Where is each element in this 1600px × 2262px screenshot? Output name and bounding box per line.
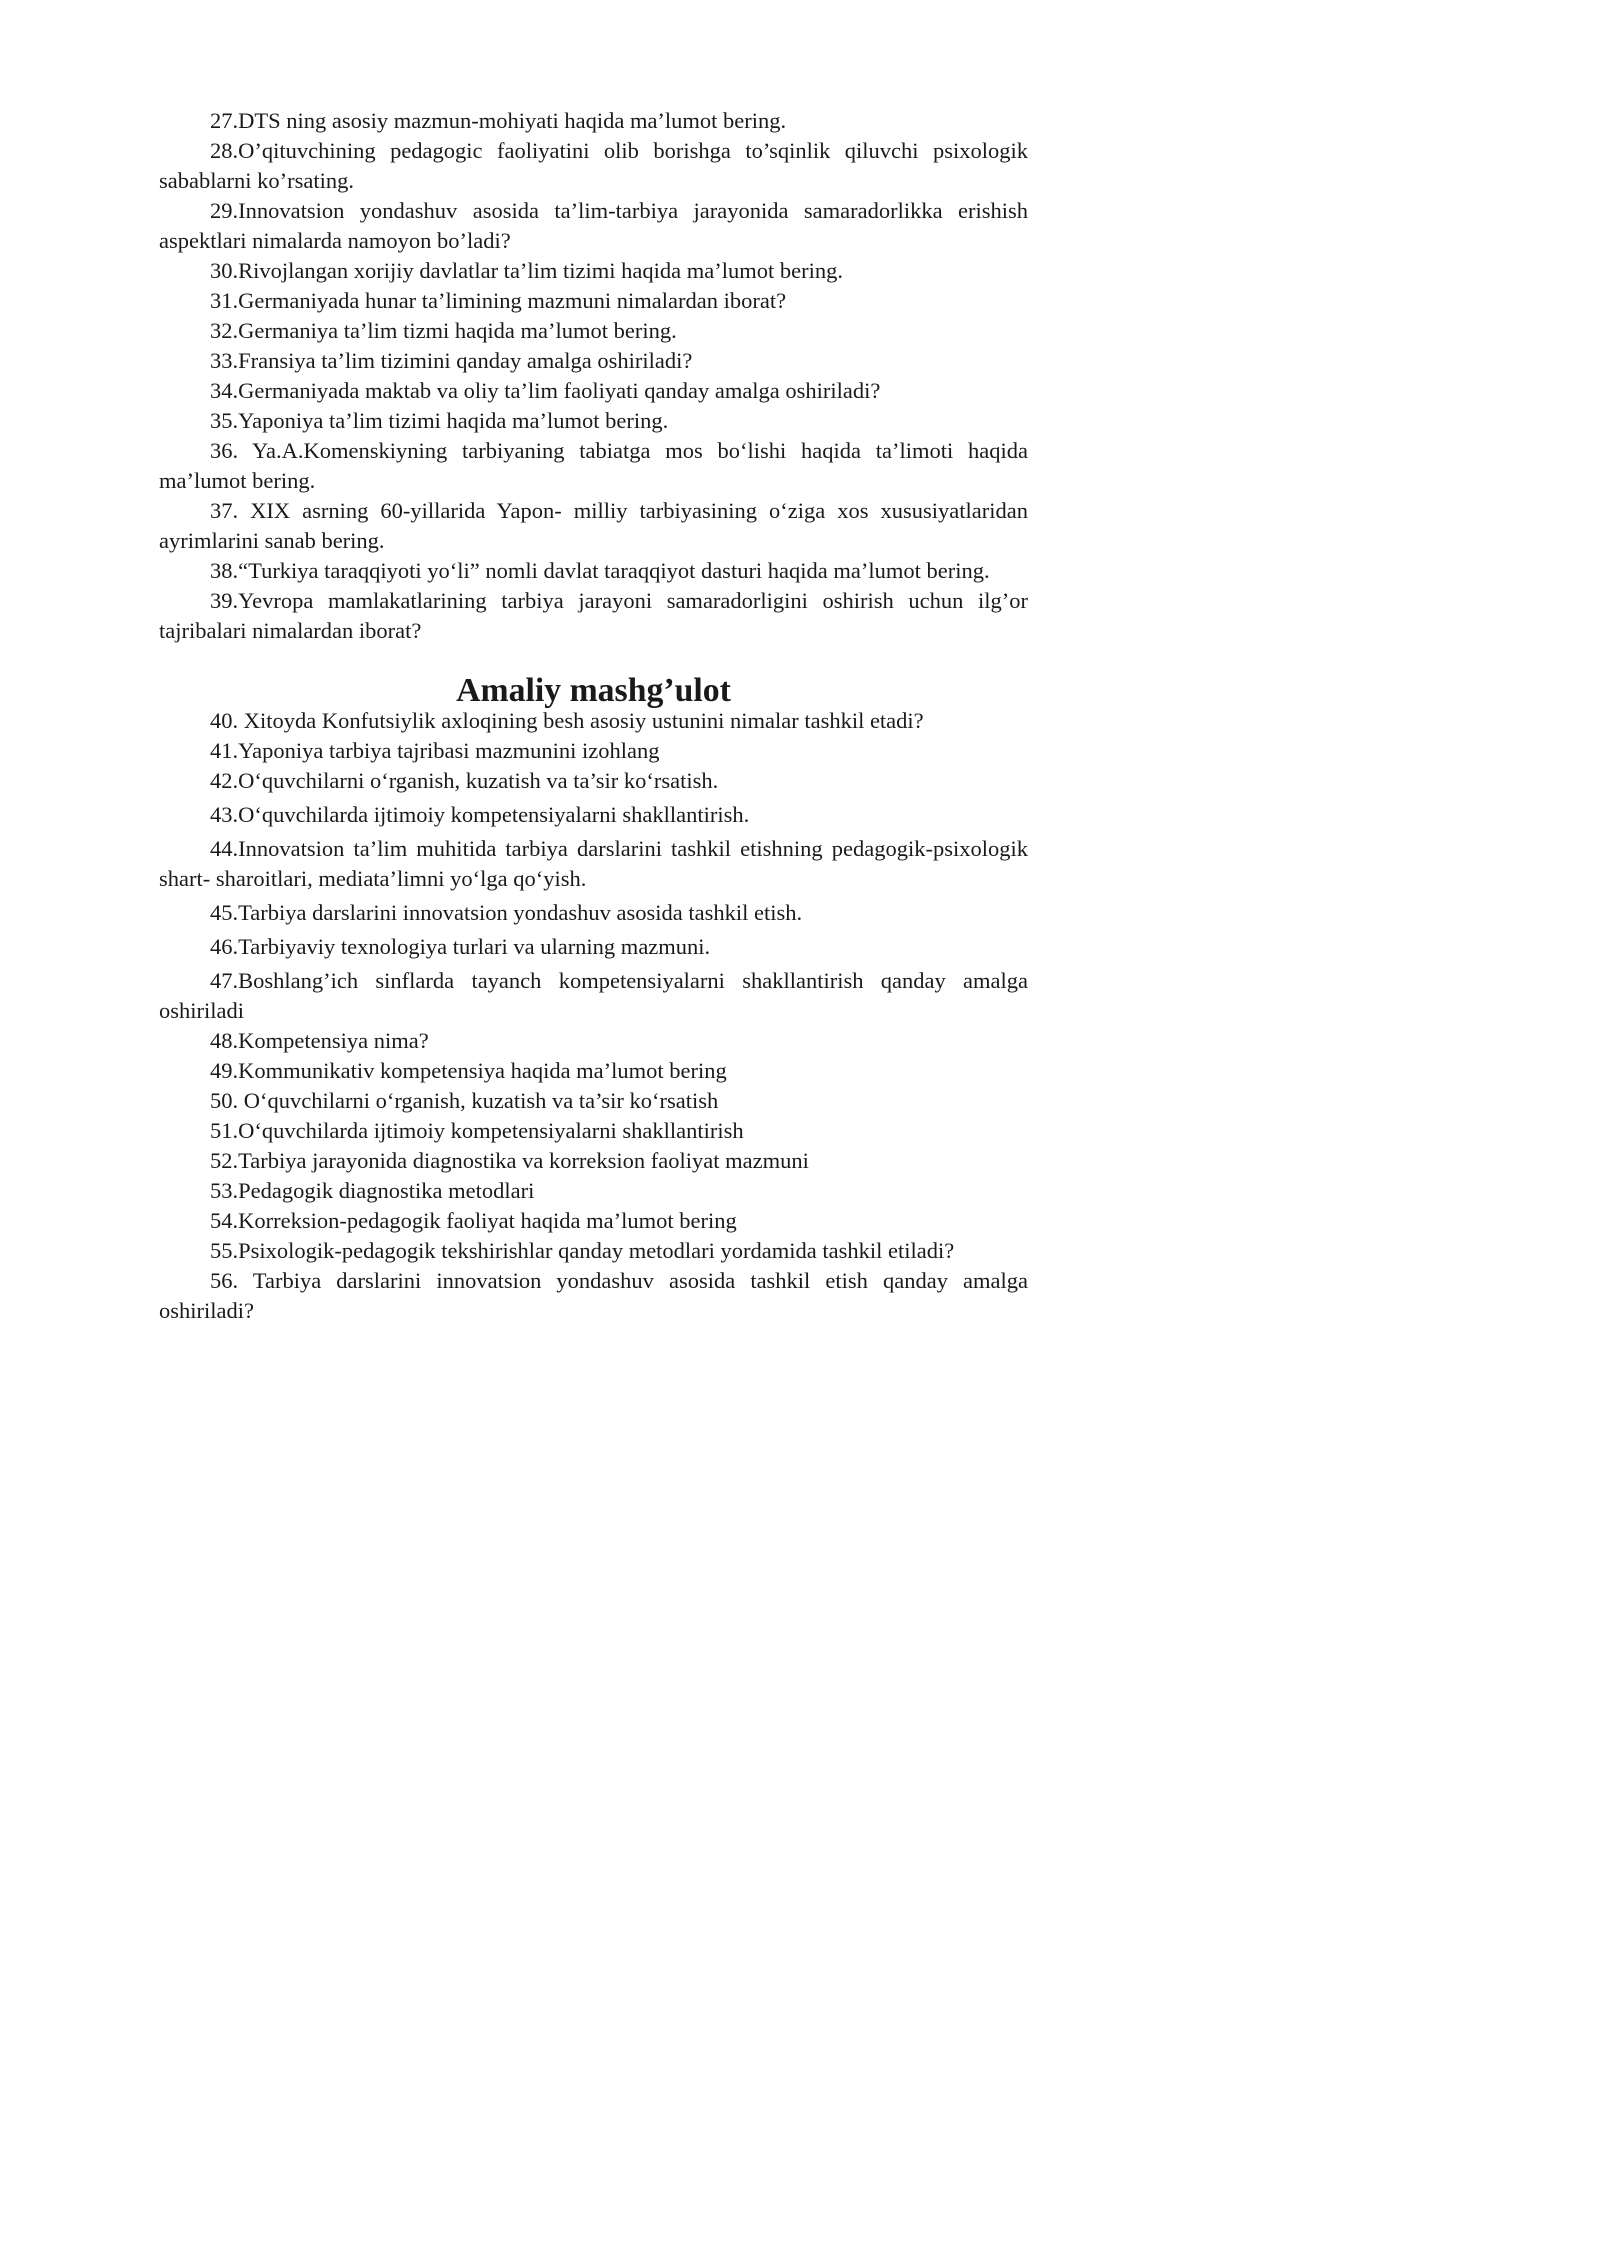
question-37: 37. XIX asrning 60-yillarida Yapon- milliy tarbiyasining o‘ziga xos xususiyatlaridan ayrimlarini sanab bering. [159,498,1028,553]
question-52: 52.Tarbiya jarayonida diagnostika va korreksion faoliyat mazmuni [210,1148,809,1173]
question-35: 35.Yaponiya ta’lim tizimi haqida ma’lumot bering. [210,408,669,433]
question-28: 28.O’qituvchining pedagogic faoliyatini olib borishga to’sqinlik qiluvchi psixologik sabablarni ko’rsating. [159,138,1028,193]
question-45: 45.Tarbiya darslarini innovatsion yondashuv asosida tashkil etish. [210,900,803,925]
question-38: 38.“Turkiya taraqqiyoti yo‘li” nomli davlat taraqqiyot dasturi haqida ma’lumot bering. [210,558,990,583]
section-heading: Amaliy mashg’ulot [456,672,731,709]
question-39: 39.Yevropa mamlakatlarining tarbiya jarayoni samaradorligini oshirish uchun ilg’or tajribalari nimalardan iborat? [159,588,1028,643]
question-54: 54.Korreksion-pedagogik faoliyat haqida ma’lumot bering [210,1208,737,1233]
question-36: 36. Ya.A.Komenskiyning tarbiyaning tabiatga mos bo‘lishi haqida ta’limoti haqida ma’lumot bering. [159,438,1028,493]
question-55: 55.Psixologik-pedagogik tekshirishlar qanday metodlari yordamida tashkil etiladi? [210,1238,955,1263]
question-56: 56. Tarbiya darslarini innovatsion yondashuv asosida tashkil etish qanday amalga oshiriladi? [159,1268,1028,1323]
question-31: 31.Germaniyada hunar ta’limining mazmuni nimalardan iborat? [210,288,787,313]
question-29: 29.Innovatsion yondashuv asosida ta’lim-tarbiya jarayonida samaradorlikka erishish aspektlari nimalarda namoyon bo’ladi? [159,198,1028,253]
question-43: 43.O‘quvchilarda ijtimoiy kompetensiyalarni shakllantirish. [210,802,750,827]
question-30: 30.Rivojlangan xorijiy davlatlar ta’lim tizimi haqida ma’lumot bering. [210,258,843,283]
question-53: 53.Pedagogik diagnostika metodlari [210,1178,535,1203]
question-46: 46.Tarbiyaviy texnologiya turlari va ularning mazmuni. [210,934,711,959]
question-34: 34.Germaniyada maktab va oliy ta’lim faoliyati qanday amalga oshiriladi? [210,378,881,403]
question-41: 41.Yaponiya tarbiya tajribasi mazmunini izohlang [210,738,660,763]
question-50: 50. O‘quvchilarni o‘rganish, kuzatish va ta’sir ko‘rsatish [210,1088,719,1113]
question-48: 48.Kompetensiya nima? [210,1028,429,1053]
question-49: 49.Kommunikativ kompetensiya haqida ma’lumot bering [210,1058,727,1083]
question-47: 47.Boshlang’ich sinflarda tayanch kompetensiyalarni shakllantirish qanday amalga oshiriladi [159,968,1028,1023]
question-33: 33.Fransiya ta’lim tizimini qanday amalga oshiriladi? [210,348,693,373]
document-page [159,106,1028,1326]
question-27: 27.DTS ning asosiy mazmun-mohiyati haqida ma’lumot bering. [210,108,787,133]
question-32: 32.Germaniya ta’lim tizmi haqida ma’lumot bering. [210,318,677,343]
question-42: 42.O‘quvchilarni o‘rganish, kuzatish va ta’sir ko‘rsatish. [210,768,719,793]
question-51: 51.O‘quvchilarda ijtimoiy kompetensiyalarni shakllantirish [210,1118,744,1143]
question-40: 40. Xitoyda Konfutsiylik axloqining besh asosiy ustunini nimalar tashkil etadi? [210,708,924,733]
question-44: 44.Innovatsion ta’lim muhitida tarbiya darslarini tashkil etishning pedagogik-psixologik shart- sharoitlari, mediata’limni yo‘lga qo‘yish. [159,836,1028,891]
